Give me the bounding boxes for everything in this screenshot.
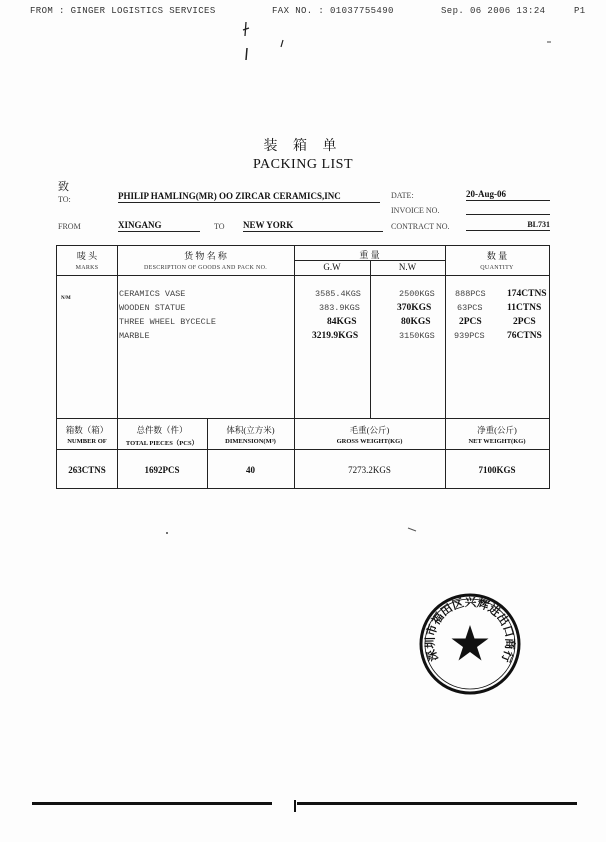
description-header: DESCRIPTION OF GOODS AND PACK NO. (143, 265, 268, 271)
item-net-weight: 2500KGS (399, 289, 435, 299)
item-net-weight: 3150KGS (399, 331, 435, 341)
date-value: 20-Aug-06 (466, 189, 550, 201)
description-header-cn: 货 物 名 称 (184, 251, 227, 261)
number-label: NUMBER OF (67, 438, 107, 445)
number-label-cn: 箱数（箱） (65, 425, 109, 435)
item-desc: THREE WHEEL BYCECLE (119, 317, 216, 327)
quantity-header: QUANTITY (480, 265, 514, 271)
item-cartons: 11CTNS (507, 303, 542, 313)
gross-weight-header: G.W (323, 262, 341, 272)
fax-from: FROM : GINGER LOGISTICS SERVICES (30, 6, 216, 16)
page-title: PACKING LIST (253, 157, 353, 172)
item-cartons: 76CTNS (507, 331, 542, 341)
item-net-weight: 370KGS (397, 303, 432, 313)
fax-number: FAX NO. : 01037755490 (272, 6, 394, 16)
item-gross-weight: 84KGS (327, 317, 357, 327)
destination-port: NEW YORK (243, 220, 383, 232)
item-gross-weight: 3219.9KGS (312, 331, 359, 341)
net-weight-header: N.W (398, 262, 417, 272)
item-cartons: 2PCS (513, 317, 536, 327)
invoice-label: INVOICE NO. (391, 206, 440, 215)
total-cartons: 263CTNS (68, 465, 106, 475)
fax-page: P1 (574, 6, 586, 16)
gross-weight-label-cn: 毛重(公斤) (349, 425, 390, 435)
company-seal (418, 592, 522, 696)
scan-bar-left (32, 802, 272, 805)
item-desc: CERAMICS VASE (119, 289, 186, 299)
consignee-name: PHILIP HAMLING(MR) OO ZIRCAR CERAMICS,INC (118, 191, 380, 203)
title-chinese: 装 箱 单 (263, 139, 343, 154)
scan-bar-right (297, 802, 577, 805)
total-net-weight: 7100KGS (478, 465, 516, 475)
to-word: TO (214, 222, 225, 231)
to-label-cn: 致 (58, 181, 69, 193)
weight-header-cn: 重 量 (359, 250, 380, 260)
contract-value: BL731 (466, 220, 550, 231)
dimension-label: DIMENSION(M³) (225, 438, 276, 445)
quantity-header-cn: 数 量 (486, 251, 508, 261)
marks-header-cn: 唛 头 (76, 251, 98, 261)
item-cartons: 174CTNS (507, 289, 547, 299)
total-gross-weight: 7273.2KGS (348, 465, 391, 475)
scan-mark (294, 800, 296, 812)
fax-datetime: Sep. 06 2006 13:24 (441, 6, 546, 16)
origin-port: XINGANG (118, 220, 200, 232)
gross-weight-label: GROSS WEIGHT(KG) (336, 438, 403, 445)
item-pieces: 2PCS (459, 317, 482, 327)
marks-value: N/M (61, 296, 71, 301)
date-label: DATE: (391, 191, 414, 200)
item-desc: WOODEN STATUE (119, 303, 186, 313)
net-weight-label: NET WEIGHT(KG) (468, 438, 526, 445)
item-gross-weight: 3585.4KGS (315, 289, 361, 299)
total-pieces-label: TOTAL PIECES（PCS） (125, 440, 199, 447)
item-pieces: 888PCS (455, 289, 486, 299)
total-dimension: 40 (246, 465, 255, 475)
dimension-label-cn: 体积(立方米) (226, 425, 275, 435)
total-pieces-label-cn: 总件数（件） (136, 425, 188, 435)
item-pieces: 63PCS (457, 303, 483, 313)
item-net-weight: 80KGS (401, 317, 431, 327)
net-weight-label-cn: 净重(公斤) (477, 425, 517, 435)
item-desc: MARBLE (119, 331, 150, 341)
invoice-value (466, 204, 550, 215)
item-pieces: 939PCS (454, 331, 485, 341)
svg-text:深圳市福田区兴辉进出口商行: 深圳市福田区兴辉进出口商行 (422, 595, 518, 665)
to-label: TO: (58, 195, 71, 204)
packing-table (56, 245, 550, 489)
contract-label: CONTRACT NO. (391, 222, 450, 231)
from-label: FROM (58, 222, 81, 231)
marks-header: MARKS (75, 265, 99, 271)
item-gross-weight: 383.9KGS (319, 303, 360, 313)
total-pieces: 1692PCS (144, 465, 180, 475)
